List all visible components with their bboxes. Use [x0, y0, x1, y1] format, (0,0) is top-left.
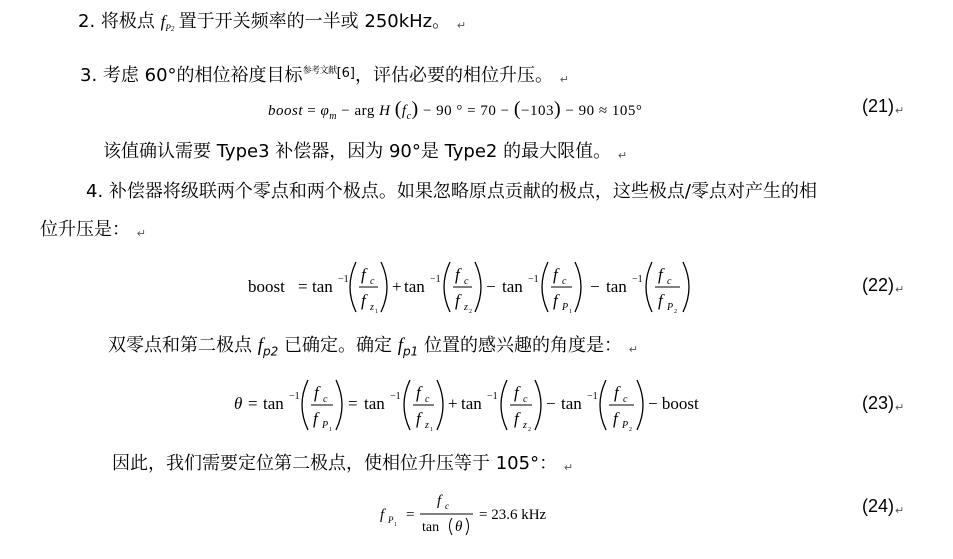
svg-text:P: P: [622, 420, 629, 431]
step3-paragraph: [80, 59, 569, 92]
svg-text:=: =: [348, 394, 358, 413]
reference-label[interactable]: 参考文献: [302, 66, 337, 76]
svg-text:−: −: [590, 277, 600, 296]
svg-text:f: f: [313, 409, 318, 428]
svg-text:c: c: [445, 501, 449, 511]
svg-text:+: +: [392, 277, 402, 296]
svg-text:f: f: [613, 409, 618, 428]
svg-text:θ: θ: [455, 519, 463, 535]
svg-text:−1: −1: [390, 391, 401, 402]
svg-text:f: f: [553, 291, 558, 310]
svg-text:1: 1: [430, 427, 433, 433]
svg-text:−: −: [546, 394, 556, 413]
svg-text:−1: −1: [632, 274, 643, 285]
svg-text:f: f: [416, 383, 421, 402]
svg-text:c: c: [464, 276, 469, 287]
svg-text:1: 1: [569, 309, 572, 315]
svg-text:c: c: [562, 276, 567, 287]
svg-text:f: f: [314, 383, 319, 402]
svg-text:−1: −1: [338, 274, 349, 285]
svg-text:2: 2: [469, 309, 472, 315]
step2-text-before: 将极点: [100, 11, 155, 32]
svg-text:c: c: [523, 394, 528, 405]
svg-text:z: z: [523, 420, 527, 431]
svg-text:f: f: [658, 291, 663, 310]
svg-text:P: P: [388, 515, 394, 525]
confirm-paragraph: 该值确认需要 Type3 补偿器，因为 90°是 Type2 的最大限值。 ↵: [103, 141, 628, 162]
return-mark: ↵: [456, 19, 467, 32]
svg-text:z: z: [464, 302, 468, 313]
return-mark: ↵: [559, 73, 569, 86]
svg-text:−1: −1: [587, 391, 598, 402]
eq22-boost: boost: [248, 277, 285, 296]
svg-text:θ: θ: [234, 394, 243, 413]
svg-text:=: =: [406, 507, 415, 523]
svg-text:−1: −1: [487, 391, 498, 402]
eq23-tail: − boost: [648, 394, 699, 413]
known-paragraph: 双零点和第二极点 $f_{p2}$ 已确定。确定 $f_{p1}$ 位置的感兴趣的角度是： ↵: [108, 335, 638, 359]
step2-paragraph: [78, 10, 466, 41]
svg-text:z: z: [370, 302, 374, 313]
svg-text:f: f: [455, 265, 460, 284]
svg-text:tan: tan: [364, 394, 385, 413]
svg-text:−: −: [486, 277, 496, 296]
svg-text:f: f: [658, 265, 663, 284]
svg-text:+: +: [448, 394, 458, 413]
svg-text:P: P: [562, 302, 569, 313]
step2-text-after: 置于开关频率的一半或 250kHz。: [178, 11, 451, 32]
svg-text:tan: tan: [502, 277, 523, 296]
therefore-paragraph: 因此，我们需要定位第二极点，使相位升压等于 105°： ↵: [112, 453, 574, 474]
svg-text:tan: tan: [312, 277, 333, 296]
equation-22-number: (22)↵: [862, 275, 905, 296]
svg-text:c: c: [667, 276, 672, 287]
svg-text:tan: tan: [461, 394, 482, 413]
svg-text:−1: −1: [289, 391, 300, 402]
step3-text-after: ，评估必要的相位升压。: [355, 65, 553, 86]
step2-symbol: $f_{P2}$: [160, 12, 175, 34]
svg-text:1: 1: [329, 427, 332, 433]
svg-text:f: f: [361, 265, 366, 284]
svg-text:f: f: [437, 493, 442, 509]
svg-text:c: c: [623, 394, 628, 405]
reference-number[interactable]: [6]: [336, 66, 355, 81]
step3-number: 3.: [80, 65, 98, 86]
svg-text:tan: tan: [404, 277, 425, 296]
svg-text:f: f: [514, 409, 519, 428]
eq21-boost: boost: [268, 103, 304, 119]
svg-text:tan: tan: [561, 394, 582, 413]
svg-text:f: f: [361, 291, 366, 310]
equation-22: [240, 254, 710, 320]
step4-line2: 位升压是： ↵: [40, 219, 146, 240]
svg-text:c: c: [370, 276, 375, 287]
step2-number: 2.: [78, 11, 96, 32]
svg-text:2: 2: [629, 427, 632, 433]
step3-text-before: 考虑 60°的相位裕度目标: [102, 65, 303, 86]
step4-line1: 4. 补偿器将级联两个零点和两个极点。如果忽略原点贡献的极点，这些极点/零点对产生的相: [86, 181, 817, 202]
svg-text:z: z: [425, 420, 429, 431]
svg-text:2: 2: [674, 309, 677, 315]
equation-21-number: (21)↵: [862, 96, 905, 117]
svg-text:f: f: [553, 265, 558, 284]
equation-24: [375, 486, 575, 542]
svg-text:c: c: [425, 394, 430, 405]
svg-text:f: f: [614, 383, 619, 402]
equation-24-number: (24)↵: [862, 496, 905, 517]
svg-text:f: f: [514, 383, 519, 402]
svg-text:tan: tan: [263, 394, 284, 413]
svg-text:−1: −1: [430, 274, 441, 285]
eq24-result: = 23.6 kHz: [479, 507, 547, 523]
equation-23: [228, 372, 718, 438]
svg-text:=: =: [248, 394, 258, 413]
svg-text:f: f: [380, 507, 385, 523]
svg-text:−1: −1: [528, 274, 539, 285]
svg-text:2: 2: [528, 427, 531, 433]
svg-text:tan: tan: [422, 520, 440, 535]
svg-text:1: 1: [394, 522, 397, 528]
equation-23-number: (23)↵: [862, 393, 905, 414]
svg-text:tan: tan: [606, 277, 627, 296]
svg-text:f: f: [416, 409, 421, 428]
equation-21: boost = $\varphi_m$ − arg H $(f_c) - 90$ ° = 70 − (−103) − 90 ≈ 105°: [268, 98, 643, 122]
svg-text:f: f: [455, 291, 460, 310]
svg-text:P: P: [322, 420, 329, 431]
svg-text:c: c: [323, 394, 328, 405]
svg-text:P: P: [667, 302, 674, 313]
svg-text:=: =: [298, 277, 308, 296]
svg-text:1: 1: [375, 309, 378, 315]
